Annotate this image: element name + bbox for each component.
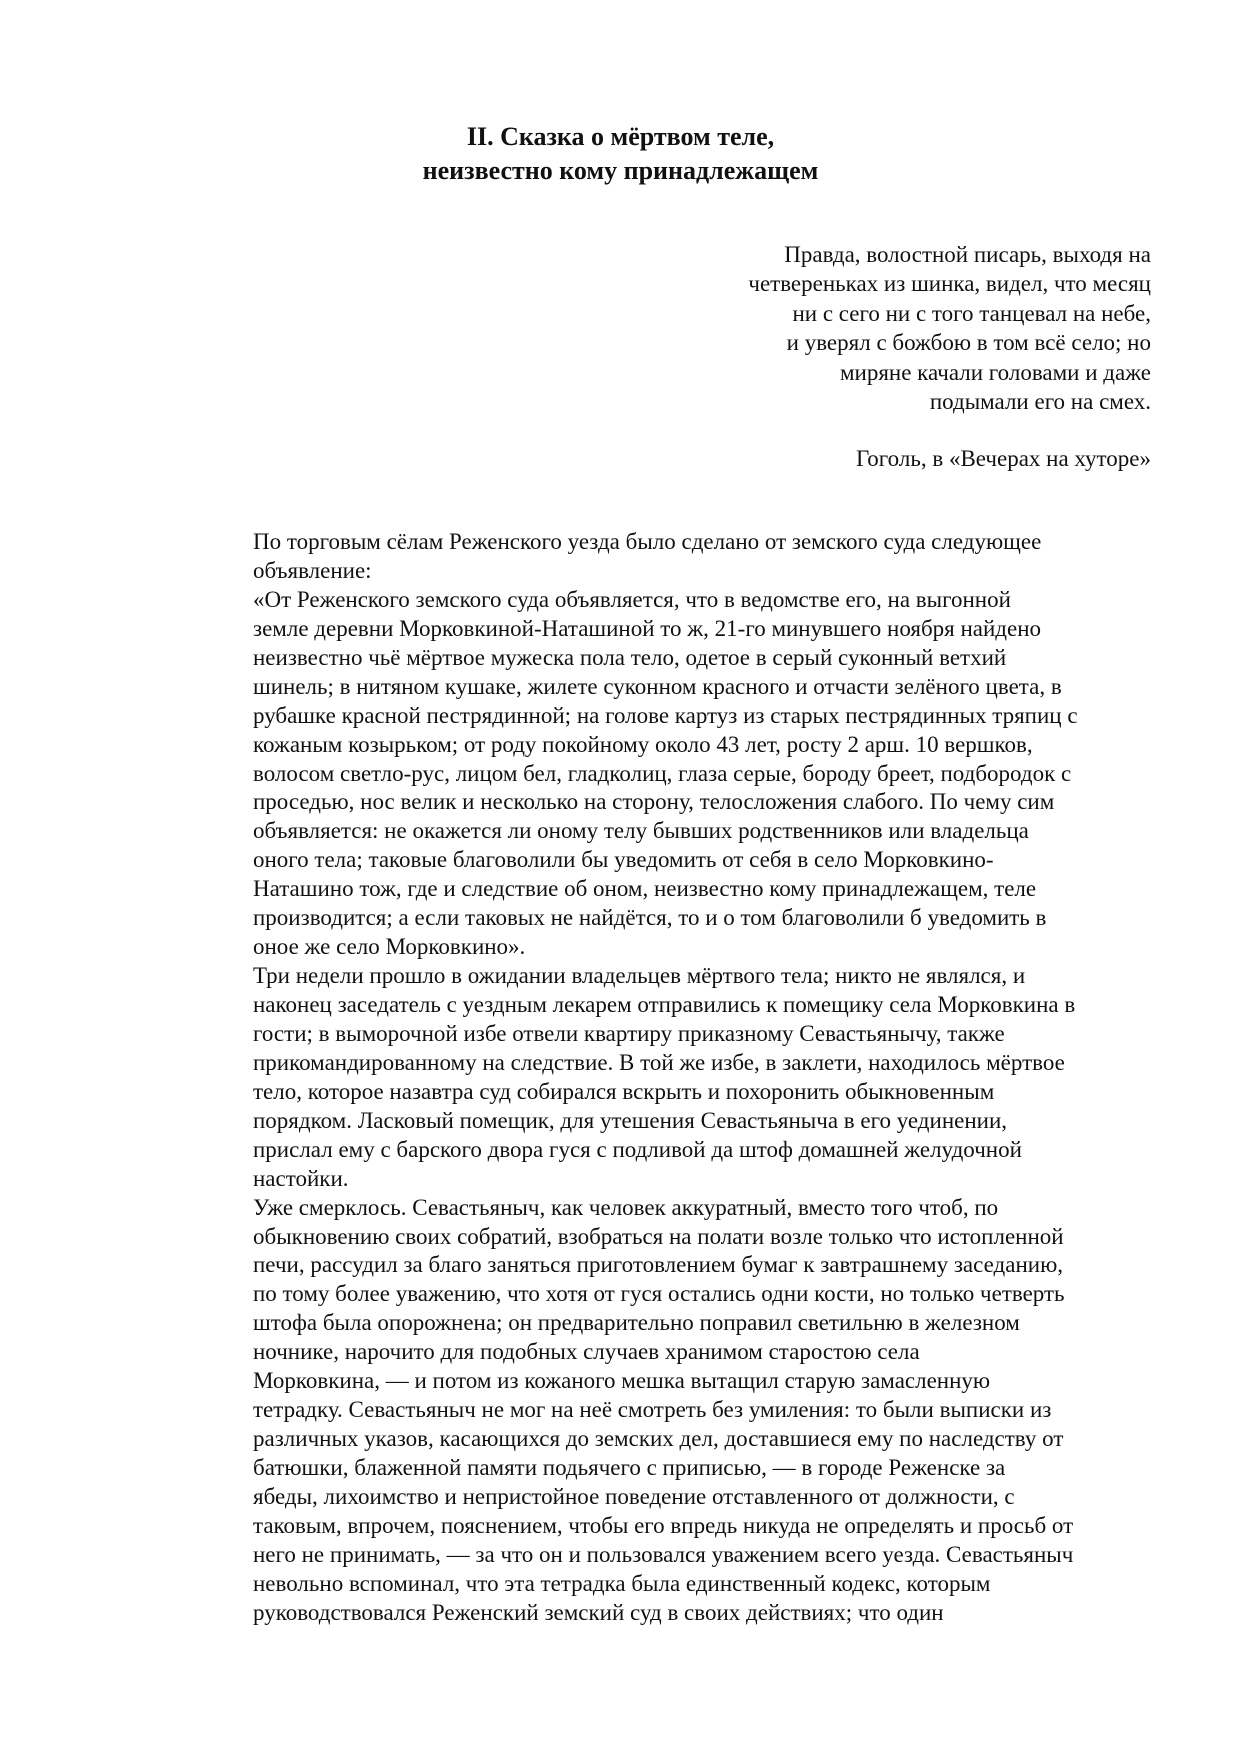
body-line: производится; а если таковых не найдётся, то и о том благоволили б уведомить в <box>253 905 1047 931</box>
body-line: прикомандированному на следствие. В той же избе, в заклети, находилось мёртвое <box>253 1049 1065 1075</box>
body-line: гости; в выморочной избе отвели квартиру приказному Севастьянычу, также <box>253 1020 1005 1046</box>
body-line: таковым, впрочем, пояснением, чтобы его впредь никуда не определять и просьб от <box>253 1512 1074 1538</box>
body-line: неизвестно чьё мёртвое мужеска пола тело, одетое в серый суконный ветхий <box>253 644 1007 670</box>
epigraph <box>631 240 1151 416</box>
body-line: «От Реженского земского суда объявляется, что в ведомстве его, на выгонной <box>253 586 1011 612</box>
epigraph-line: четвереньках из шинка, видел, что месяц <box>748 271 1151 297</box>
epigraph-line: ни с сего ни с того танцевал на небе, <box>792 300 1151 326</box>
epigraph-line: подымали его на смех. <box>929 389 1151 415</box>
body-text <box>253 528 1153 1628</box>
body-line: кожаным козырьком; от роду покойному около 43 лет, росту 2 арш. 10 вершков, <box>253 731 1033 757</box>
body-line: тетрадку. Севастьяныч не мог на неё смотреть без умиления: то были выписки из <box>253 1397 1052 1423</box>
body-line: ночнике, нарочито для подобных случаев хранимом старостою села <box>253 1339 920 1365</box>
body-line: невольно вспоминал, что эта тетрадка была единственный кодекс, которым <box>253 1570 991 1596</box>
body-line: По торговым сёлам Реженского уезда было сделано от земского суда следующее <box>253 529 1042 554</box>
epigraph-line: Правда, волостной писарь, выходя на <box>784 242 1151 267</box>
body-line: обыкновению своих собратий, взобраться на полати возле только что истопленной <box>253 1223 1064 1249</box>
epigraph-line: миряне качали головами и даже <box>839 359 1151 385</box>
body-line: волосом светло-рус, лицом бел, гладколиц, глаза серые, бороду бреет, подбородок с <box>253 760 1072 786</box>
body-line: объявляется: не окажется ли оному телу бывших родственников или владельца <box>253 818 1029 844</box>
chapter-title-line-2: неизвестно кому принадлежащем <box>422 156 819 185</box>
body-line: Уже смерклось. Севастьяныч, как человек аккуратный, вместо того чтоб, по <box>253 1194 999 1220</box>
body-line: прислал ему с барского двора гуся с подливой да штоф домашней желудочной <box>253 1136 1022 1162</box>
body-line: по тому более уважению, что хотя от гуся остались одни кости, но только четверть <box>253 1281 1065 1307</box>
body-line: оное же село Морковкино». <box>253 934 526 960</box>
body-line: шинель; в нитяном кушаке, жилете суконном красного и отчасти зелёного цвета, в <box>253 673 1062 699</box>
body-line: земле деревни Морковкиной-Наташиной то ж, 21-го минувшего ноября найдено <box>253 615 1042 641</box>
chapter-title-line-1: II. Сказка о мёртвом теле, <box>466 122 775 151</box>
body-line: батюшки, блаженной памяти подьячего с приписью, — в городе Реженске за <box>253 1455 1006 1480</box>
body-line: объявление: <box>253 557 372 583</box>
body-line: тело, которое назавтра суд собирался вскрыть и похоронить обыкновенным <box>253 1078 995 1104</box>
body-line: ябеды, лихоимство и непристойное поведение отставленного от должности, с <box>253 1483 1015 1509</box>
body-line: настойки. <box>253 1165 349 1191</box>
body-line: штофа была опорожнена; он предварительно поправил светильню в железном <box>253 1310 1020 1336</box>
body-line: порядком. Ласковый помещик, для утешения Севастьяныча в его уединении, <box>253 1107 1008 1133</box>
body-line: Три недели прошло в ожидании владельцев мёртвого тела; никто не являлся, и <box>253 963 1026 989</box>
body-line: Морковкина, — и потом из кожаного мешка вытащил старую замасленную <box>253 1368 991 1394</box>
chapter-title <box>0 120 1241 188</box>
epigraph-source: Гоголь, в «Вечерах на хуторе» <box>856 446 1151 471</box>
body-line: руководствовался Реженский земский суд в своих действиях; что один <box>253 1599 944 1625</box>
body-line: печи, рассудил за благо заняться приготовлением бумаг к завтрашнему заседанию, <box>253 1252 1063 1278</box>
body-line: наконец заседатель с уездным лекарем отправились к помещику села Морковкина в <box>253 992 1076 1017</box>
body-line: него не принимать, — за что он и пользовался уважением всего уезда. Севастьяныч <box>253 1541 1074 1567</box>
body-line: рубашке красной пестрядинной; на голове картуз из старых пестрядинных тряпиц с <box>253 702 1078 728</box>
body-line: Наташино тож, где и следствие об оном, неизвестно кому принадлежащем, теле <box>253 876 1037 902</box>
body-line: проседью, нос велик и несколько на сторону, телосложения слабого. По чему сим <box>253 789 1055 815</box>
epigraph-line: и уверял с божбою в том всё село; но <box>786 330 1151 356</box>
body-line: различных указов, касающихся до земских дел, доставшиеся ему по наследству от <box>253 1426 1064 1452</box>
body-line: оного тела; таковые благоволили бы уведомить от себя в село Морковкино- <box>253 847 994 873</box>
